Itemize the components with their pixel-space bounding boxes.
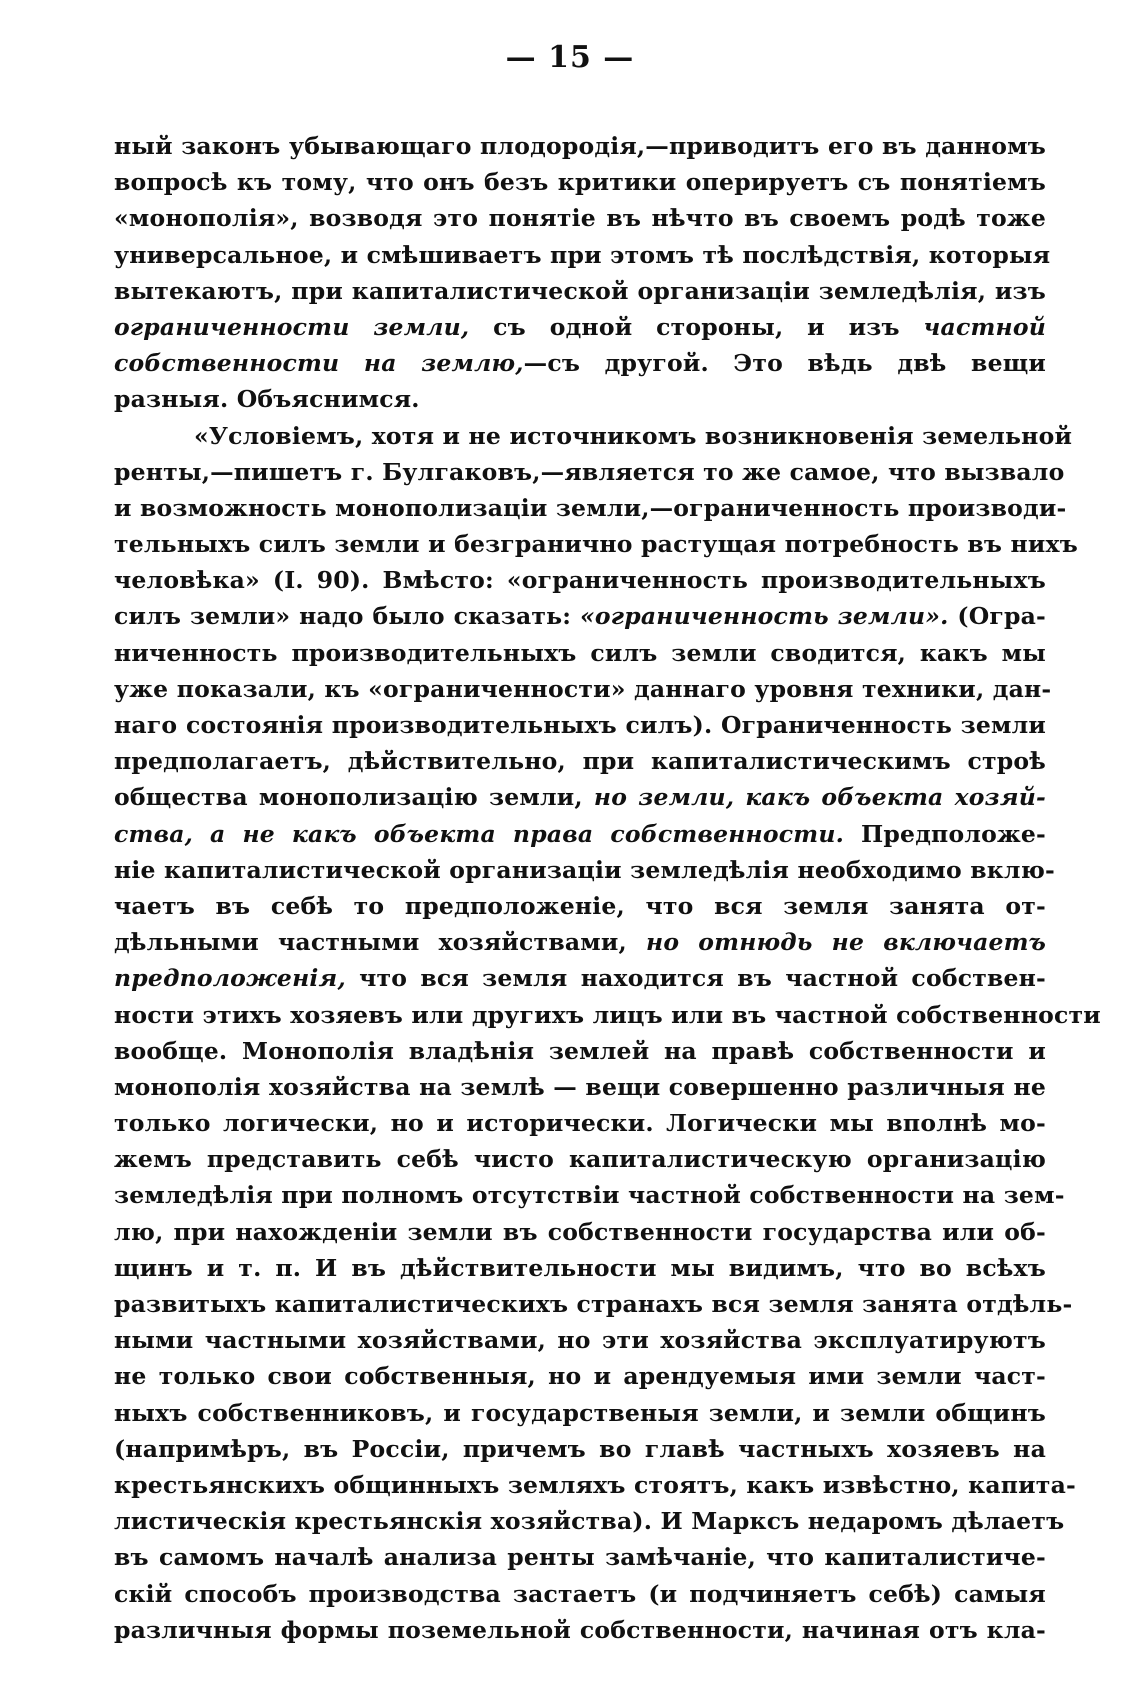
- text-line: универсальное, и смѣшиваетъ при этомъ тѣ послѣдствія, которыя: [114, 240, 1051, 269]
- text-line: (напримѣръ, въ Россіи, причемъ во главѣ частныхъ хозяевъ на: [114, 1434, 1046, 1463]
- text-line: различныя формы поземельной собственности, начиная отъ кла-: [114, 1615, 1046, 1644]
- text-line: ности этихъ хозяевъ или другихъ лицъ или въ частной собственности: [114, 1000, 1101, 1029]
- text-line: вопросѣ къ тому, что онъ безъ критики оперируетъ съ понятіемъ: [114, 168, 1046, 197]
- italic-text: ограниченности земли,: [114, 312, 470, 341]
- text-line: лю, при нахожденіи земли въ собственности государства или об-: [114, 1217, 1046, 1246]
- text-line: разныя. Объяснимся.: [114, 385, 420, 414]
- text-line: вытекаютъ, при капиталистической организаціи земледѣлія, изъ: [114, 276, 1046, 305]
- text-line: не только свои собственныя, но и арендуемыя ими земли част-: [114, 1362, 1046, 1391]
- plain-text: —съ другой. Это вѣдь двѣ вещи: [523, 349, 1046, 378]
- text-line: въ самомъ началѣ анализа ренты замѣчаніе, что капиталистиче-: [114, 1543, 1046, 1572]
- text-line: наго состоянія производительныхъ силъ). Ограниченность земли: [114, 711, 1046, 739]
- text-line: ными частными хозяйствами, но эти хозяйства эксплуатируютъ: [114, 1326, 1046, 1355]
- text-line: ніе капиталистической организаціи земледѣлія необходимо вклю-: [114, 855, 1055, 884]
- text-line: ниченность производительныхъ силъ земли сводится, какъ мы: [114, 638, 1046, 667]
- text-line: только логически, но и исторически. Логически мы вполнѣ мо-: [114, 1109, 1046, 1138]
- text-line: человѣка» (I. 90). Вмѣсто: «ограниченность производительныхъ: [114, 566, 1046, 595]
- page-number: — 15 —: [505, 40, 635, 75]
- text-line: предполагаетъ, дѣйствительно, при капиталистическимъ строѣ: [114, 747, 1046, 776]
- text-line: [114, 309, 1046, 345]
- text-line: монополія хозяйства на землѣ — вещи совершенно различныя не: [114, 1072, 1046, 1101]
- italic-text: но отнюдь не включаетъ: [646, 928, 1046, 957]
- text-line: «монополія», возводя это понятіе въ нѣчто въ своемъ родѣ тоже: [114, 204, 1046, 233]
- text-line: щинъ и т. п. И въ дѣйствительности мы видимъ, что во всѣхъ: [114, 1253, 1046, 1282]
- text-line: [114, 924, 1046, 960]
- text-line: жемъ представить себѣ чисто капиталистическую организацію: [114, 1145, 1046, 1174]
- text-line: вообще. Монополія владѣнія землей на правѣ собственности и: [114, 1036, 1046, 1065]
- plain-text: что вся земля находится въ частной собствен-: [345, 964, 1046, 993]
- plain-text: Предположе-: [844, 819, 1047, 848]
- plain-text: общества монополизацію земли,: [114, 783, 594, 812]
- text-line: чаетъ въ себѣ то предположеніе, что вся земля занята от-: [114, 891, 1046, 920]
- text-line: ренты,—пишетъ г. Булгаковъ,—является то же самое, что вызвало: [114, 457, 1065, 486]
- text-line: [114, 816, 1046, 852]
- text-line: [114, 960, 1046, 996]
- plain-text: силъ земли» надо было сказать:: [114, 602, 581, 631]
- text-line: уже показали, къ «ограниченности» даннаго уровня техники, дан-: [114, 674, 1052, 703]
- italic-text: ства, а не какъ объекта права собственности.: [114, 819, 845, 848]
- text-line: скій способъ производства застаетъ (и подчиняетъ себѣ) самыя: [114, 1579, 1046, 1608]
- text-line: развитыхъ капиталистическихъ странахъ вся земля занята отдѣль-: [114, 1290, 1073, 1318]
- text-line: ный законъ убывающаго плодородія,—приводитъ его въ данномъ: [114, 132, 1046, 160]
- plain-text: (Огра-: [948, 602, 1047, 631]
- italic-text: частной: [923, 312, 1047, 341]
- italic-text: собственности на землю,: [114, 349, 524, 378]
- text-line: [114, 598, 1046, 634]
- text-line: крестьянскихъ общинныхъ земляхъ стоятъ, какъ извѣстно, капита-: [114, 1470, 1076, 1499]
- text-line: земледѣлія при полномъ отсутствіи частной собственности на зем-: [114, 1181, 1065, 1210]
- text-line: [114, 779, 1046, 815]
- text-line: тельныхъ силъ земли и безгранично растущая потребность въ нихъ: [114, 530, 1078, 559]
- text-line: «Условіемъ, хотя и не источникомъ возникновенія земельной: [194, 421, 1073, 450]
- italic-text: «ограниченность земли».: [580, 602, 949, 631]
- plain-text: дѣльными частными хозяйствами,: [114, 928, 646, 957]
- plain-text: съ одной стороны, и изъ: [469, 312, 924, 341]
- text-line: листическія крестьянскія хозяйства). И Марксъ недаромъ дѣлаетъ: [114, 1507, 1065, 1536]
- italic-text: предположенія,: [114, 964, 346, 993]
- text-line: [114, 345, 1046, 381]
- text-line: и возможность монополизаціи земли,—ограниченность производи-: [114, 493, 1067, 522]
- italic-text: но земли, какъ объекта хозяй-: [593, 783, 1046, 812]
- body-text: [114, 128, 1101, 1648]
- text-line: ныхъ собственниковъ, и государственыя земли, и земли общинъ: [114, 1398, 1046, 1427]
